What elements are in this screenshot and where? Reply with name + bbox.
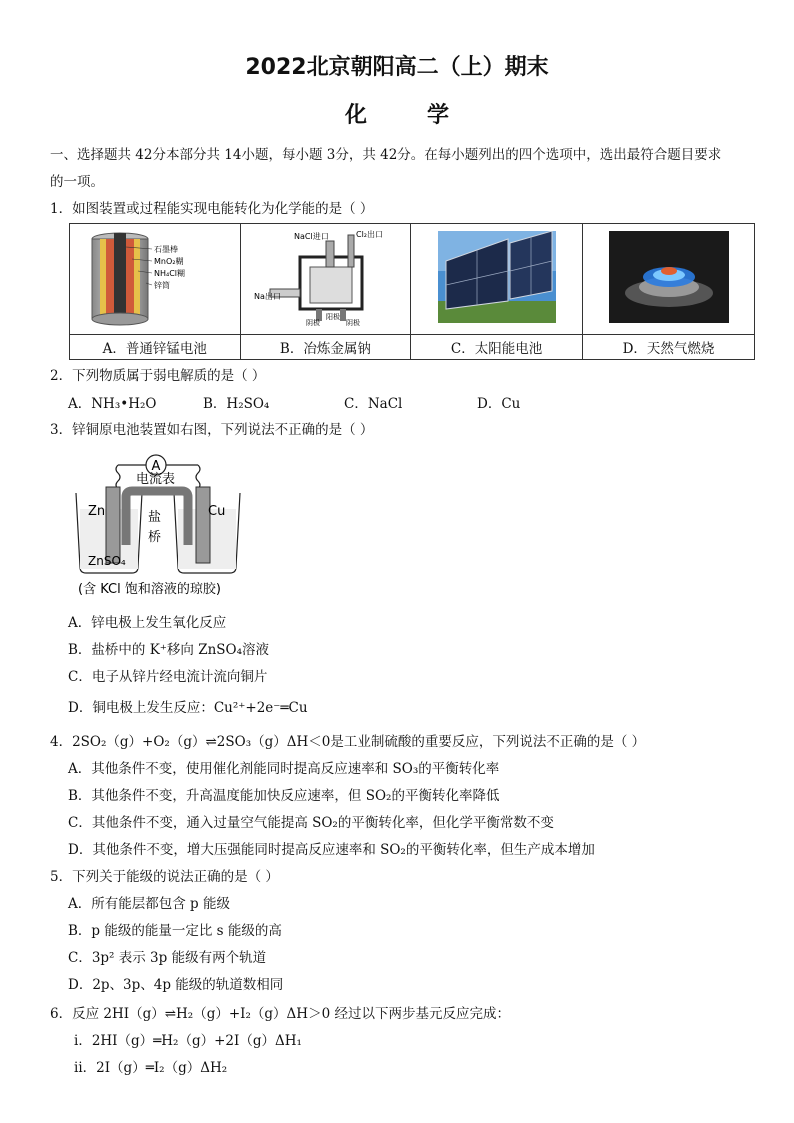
label-cl2-outlet: Cl₂出口 [356, 230, 384, 239]
battery-label-zinc-can: 锌筒 [153, 281, 170, 290]
q6-stem: 6．反应 2HI（g）⇌H₂（g）+I₂（g）ΔH＞0 经过以下两步基元反应完成： [50, 1006, 510, 1022]
sodium-electrolysis-figure [250, 227, 400, 327]
q3-option-d: D．铜电极上发生反应：Cu²⁺+2e⁻═Cu [68, 700, 308, 716]
subject-title: 化学 [344, 103, 509, 128]
label-anode: 阳极 [326, 313, 341, 321]
q2-stem: 2．下列物质属于弱电解质的是（ ） [50, 368, 266, 384]
battery-label-nh4cl: NH₄Cl糊 [153, 269, 185, 278]
q6-step-2: ⅱ．2I（g）═I₂（g）ΔH₂ [74, 1060, 228, 1076]
q4-option-d: D．其他条件不变，增大压强能同时提高反应速率和 SO₂的平衡转化率，但生产成本增加 [68, 842, 595, 858]
q1-stem: 1．如图装置或过程能实现电能转化为化学能的是（ ） [50, 201, 374, 217]
q3-option-a: A．锌电极上发生氧化反应 [68, 615, 227, 631]
q4-option-b: B．其他条件不变，升高温度能加快反应速率，但 SO₂的平衡转化率降低 [68, 788, 500, 804]
salt-bridge-label-2: 桥 [148, 530, 162, 545]
gas-stove-flame-photo [609, 231, 729, 323]
q2-option-b: B．H₂SO₄ [203, 396, 270, 412]
q1-options-table [69, 223, 755, 360]
q4-option-a: A．其他条件不变，使用催化剂能同时提高反应速率和 SO₃的平衡转化率 [68, 761, 500, 777]
label-nacl-inlet: NaCl进口 [294, 232, 330, 241]
section-instruction-1: 一、选择题共 42分本部分共 14小题，每小题 3分，共 42分。在每小题列出的四个选项中，选出最符合题目要求 [50, 147, 722, 163]
zinc-manganese-battery-figure [80, 227, 230, 327]
q1-figure-d [583, 224, 755, 335]
solar-panel-photo [438, 231, 556, 323]
q4-stem: 4．2SO₂（g）+O₂（g）⇌2SO₃（g）ΔH＜0是工业制硫酸的重要反应，下列说法不正确的是（ ） [50, 734, 646, 750]
copper-electrode-label: Cu [208, 504, 226, 519]
q1-figure-a [70, 224, 241, 335]
q5-option-c: C．3p² 表示 3p 能级有两个轨道 [68, 950, 267, 966]
battery-label-mno2: MnO₂糊 [153, 257, 184, 266]
q1-option-a: A．普通锌锰电池 [70, 335, 241, 360]
q5-option-d: D．2p、3p、4p 能级的轨道数相同 [68, 977, 284, 993]
q1-figure-c [411, 224, 583, 335]
q3-stem: 3．锌铜原电池装置如右图，下列说法不正确的是（ ） [50, 422, 374, 438]
q5-option-b: B．p 能级的能量一定比 s 能级的高 [68, 923, 282, 939]
q2-option-a: A．NH₃•H₂O [68, 396, 157, 412]
q5-stem: 5．下列关于能级的说法正确的是（ ） [50, 869, 279, 885]
znso4-label: ZnSO₄ [88, 554, 126, 568]
battery-label-graphite: 石墨棒 [153, 245, 178, 254]
section-instruction-2: 的一项。 [50, 174, 104, 190]
q1-option-d: D．天然气燃烧 [583, 335, 755, 360]
q2-option-c: C．NaCl [344, 396, 403, 412]
label-na-outlet: Na出口 [254, 292, 282, 301]
q1-figure-b [240, 224, 411, 335]
q1-option-b: B．冶炼金属钠 [240, 335, 411, 360]
q5-option-a: A．所有能层都包含 p 能级 [68, 896, 230, 912]
q4-option-c: C．其他条件不变，通入过量空气能提高 SO₂的平衡转化率，但化学平衡常数不变 [68, 815, 554, 831]
q3-option-c: C．电子从锌片经电流计流向铜片 [68, 669, 268, 685]
page-title: 2022北京朝阳高二（上）期末 [245, 55, 549, 80]
q2-option-d: D．Cu [477, 396, 521, 412]
label-cathode-1: 阴极 [306, 319, 321, 327]
ammeter-label: 电流表 [136, 472, 176, 487]
q1-option-c: C．太阳能电池 [411, 335, 583, 360]
zinc-copper-cell-figure [70, 445, 260, 600]
q6-step-1: ⅰ．2HI（g）═H₂（g）+2I（g）ΔH₁ [74, 1033, 302, 1049]
salt-bridge-label-1: 盐 [148, 510, 162, 525]
ammeter-symbol: A [151, 459, 161, 474]
zinc-electrode-label: Zn [88, 504, 106, 519]
salt-bridge-caption: (含 KCl 饱和溶液的琼胶) [78, 582, 221, 597]
label-cathode-2: 阴极 [346, 319, 361, 327]
q3-option-b: B．盐桥中的 K⁺移向 ZnSO₄溶液 [68, 642, 270, 658]
